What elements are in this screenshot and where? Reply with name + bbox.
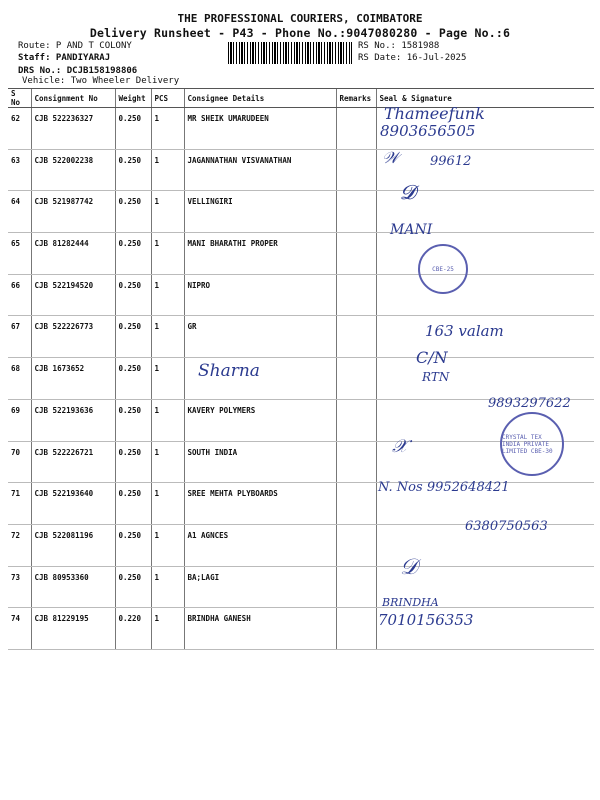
remarks	[336, 441, 376, 483]
pcs: 1	[151, 274, 184, 316]
route: Route: P AND T COLONY	[18, 41, 132, 51]
sno: 67	[8, 316, 31, 358]
rs-no: RS No.: 1581988	[358, 41, 440, 51]
weight: 0.250	[115, 358, 151, 400]
remarks	[336, 274, 376, 316]
weight: 0.250	[115, 191, 151, 233]
signature-63: 𝒲	[382, 148, 399, 167]
consignee: VELLINGIRI	[184, 191, 336, 233]
consignee: BA;LAGI	[184, 566, 336, 608]
pcs: 1	[151, 358, 184, 400]
weight: 0.220	[115, 608, 151, 650]
pcs: 1	[151, 316, 184, 358]
remarks	[336, 483, 376, 525]
col-sno: S No	[8, 89, 31, 108]
remarks	[336, 108, 376, 150]
consignee: GR	[184, 316, 336, 358]
pcs: 1	[151, 108, 184, 150]
col-consignee: Consignee Details	[184, 89, 336, 108]
handwriting-68c: RTN	[422, 370, 450, 384]
remarks	[336, 316, 376, 358]
consignee: SOUTH INDIA	[184, 441, 336, 483]
weight: 0.250	[115, 108, 151, 150]
table-row	[8, 358, 594, 400]
stamp-crystaltex: CRYSTAL TEX INDIA PRIVATE LIMITED CBE-30	[500, 412, 564, 476]
handwriting-67: 163 valam	[425, 322, 504, 340]
remarks	[336, 524, 376, 566]
table-row	[8, 316, 594, 358]
weight: 0.250	[115, 524, 151, 566]
weight: 0.250	[115, 566, 151, 608]
remarks	[336, 233, 376, 275]
consignee: MR SHEIK UMARUDEEN	[184, 108, 336, 150]
table-row	[8, 233, 594, 275]
consignment-no: CJB 1673652	[31, 358, 115, 400]
pcs: 1	[151, 566, 184, 608]
pcs: 1	[151, 149, 184, 191]
remarks	[336, 399, 376, 441]
handwriting-72: 6380750563	[465, 519, 548, 534]
consignment-no: CJB 80953360	[31, 566, 115, 608]
runsheet-table	[8, 88, 594, 650]
consignee: MANI BHARATHI PROPER	[184, 233, 336, 275]
consignment-no: CJB 522002238	[31, 149, 115, 191]
table-row	[8, 274, 594, 316]
signature-cell	[376, 274, 594, 316]
remarks	[336, 191, 376, 233]
handwriting-69: 9893297622	[488, 396, 571, 411]
sno: 68	[8, 358, 31, 400]
weight: 0.250	[115, 316, 151, 358]
sno: 65	[8, 233, 31, 275]
consignment-no: CJB 522236327	[31, 108, 115, 150]
consignee: SREE MEHTA PLYBOARDS	[184, 483, 336, 525]
rs-date: RS Date: 16-Jul-2025	[358, 53, 467, 63]
consignment-no: CJB 81229195	[31, 608, 115, 650]
consignment-no: CJB 522226773	[31, 316, 115, 358]
col-weight: Weight	[115, 89, 151, 108]
consignment-no: CJB 522081196	[31, 524, 115, 566]
remarks	[336, 566, 376, 608]
remarks	[336, 608, 376, 650]
pcs: 1	[151, 483, 184, 525]
signature-cell	[376, 358, 594, 400]
handwriting-74a: BRINDHA	[382, 596, 439, 609]
pcs: 1	[151, 608, 184, 650]
weight: 0.250	[115, 149, 151, 191]
handwriting-65: MANI	[390, 222, 433, 238]
sno: 72	[8, 524, 31, 566]
vehicle: Vehicle: Two Wheeler Delivery	[22, 76, 180, 86]
consignee: A1 AGNCES	[184, 524, 336, 566]
table-row	[8, 608, 594, 650]
pcs: 1	[151, 233, 184, 275]
weight: 0.250	[115, 399, 151, 441]
table-row	[8, 149, 594, 191]
consignee: KAVERY POLYMERS	[184, 399, 336, 441]
weight: 0.250	[115, 441, 151, 483]
sno: 63	[8, 149, 31, 191]
handwriting-71: N. Nos 9952648421	[378, 480, 510, 495]
table-header-row	[8, 89, 594, 108]
remarks	[336, 358, 376, 400]
stamp-cbe25: CBE-25	[418, 244, 468, 294]
consignment-no: CJB 522193636	[31, 399, 115, 441]
barcode	[228, 42, 352, 64]
sno: 62	[8, 108, 31, 150]
drs-no: DRS No.: DCJB158198806	[18, 66, 138, 76]
consignment-no: CJB 522193640	[31, 483, 115, 525]
handwriting-68b: C/N	[416, 348, 448, 367]
handwriting-74b: 7010156353	[378, 611, 474, 629]
signature-cell	[376, 233, 594, 275]
company-title: THE PROFESSIONAL COURIERS, COIMBATORE	[177, 12, 423, 25]
pcs: 1	[151, 441, 184, 483]
handwriting-68a: Sharna	[198, 361, 260, 381]
weight: 0.250	[115, 233, 151, 275]
signature-73: 𝒟	[400, 555, 418, 580]
signature-70: 𝒳	[392, 436, 408, 457]
pcs: 1	[151, 191, 184, 233]
consignee: NIPRO	[184, 274, 336, 316]
consignment-no: CJB 521987742	[31, 191, 115, 233]
sno: 73	[8, 566, 31, 608]
col-consignment: Consignment No	[31, 89, 115, 108]
weight: 0.250	[115, 274, 151, 316]
consignee: JAGANNATHAN VISVANATHAN	[184, 149, 336, 191]
consignee: BRINDHA GANESH	[184, 608, 336, 650]
pcs: 1	[151, 524, 184, 566]
sno: 66	[8, 274, 31, 316]
sno: 69	[8, 399, 31, 441]
runsheet-title: Delivery Runsheet - P43 - Phone No.:9047080280 - Page No.:6	[89, 26, 511, 40]
sno: 70	[8, 441, 31, 483]
col-pcs: PCS	[151, 89, 184, 108]
table-row	[8, 566, 594, 608]
staff: Staff: PANDIYARAJ	[18, 53, 111, 63]
signature-64: 𝓓	[400, 180, 416, 204]
pcs: 1	[151, 399, 184, 441]
sno: 64	[8, 191, 31, 233]
handwriting-62a: Thameefunk	[384, 104, 485, 123]
col-remarks: Remarks	[336, 89, 376, 108]
sno: 74	[8, 608, 31, 650]
handwriting-63: 99612	[430, 154, 472, 169]
col-signature: Seal & Signature	[376, 89, 594, 108]
table-row	[8, 108, 594, 150]
table-row	[8, 191, 594, 233]
handwriting-62b: 8903656505	[380, 122, 476, 140]
remarks	[336, 149, 376, 191]
consignment-no: CJB 522194520	[31, 274, 115, 316]
weight: 0.250	[115, 483, 151, 525]
consignment-no: CJB 81282444	[31, 233, 115, 275]
consignment-no: CJB 522226721	[31, 441, 115, 483]
sno: 71	[8, 483, 31, 525]
